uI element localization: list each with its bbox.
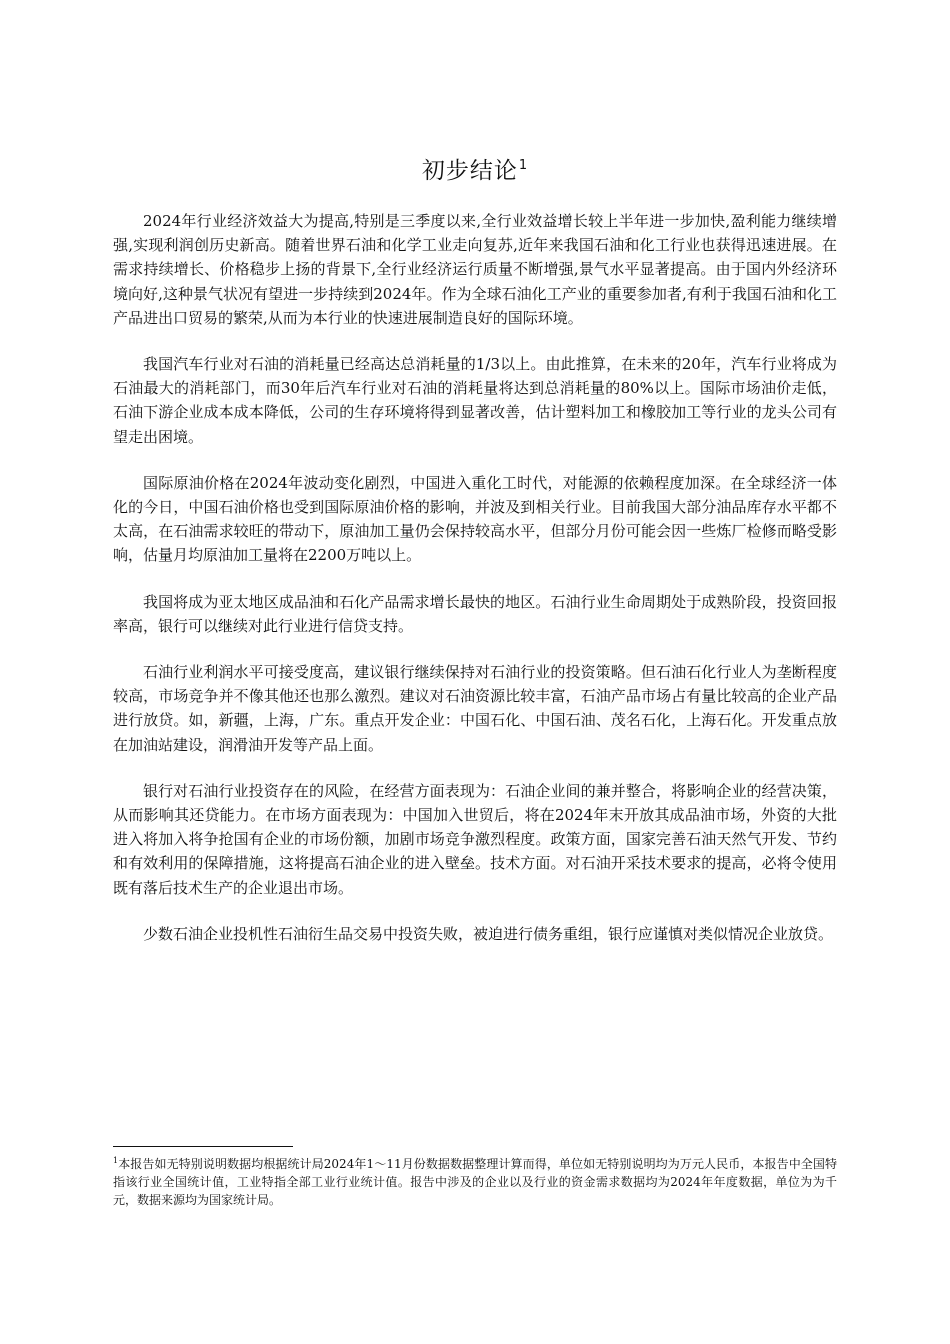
footnote-reference: 1 (518, 158, 529, 173)
paragraph-asia-pacific-demand: 我国将成为亚太地区成品油和石化产品需求增长最快的地区。石油行业生命周期处于成熟阶段，投资回报率高，银行可以继续对此行业进行信贷支持。 (113, 592, 837, 635)
footnote-text: 本报告如无特别说明数据均根据统计局2024年1～11月份数据数据整理计算而得，单位如无特别说明均为万元人民币，本报告中全国特指该行业全国统计值，工业特指全部工业行业统计值。报告中涉及的企业以及行业的资金需求数据均为2024年年度数据，单位为为千元，数据来源均为国家统计局。 (113, 1157, 837, 1207)
page-title (113, 150, 837, 187)
paragraph-derivatives-caution: 少数石油企业投机性石油衍生品交易中投资失败，被迫进行债务重组，银行应谨慎对类似情况企业放贷。 (143, 924, 834, 943)
body-text (113, 209, 837, 968)
paragraph-risks: 银行对石油行业投资存在的风险，在经营方面表现为：石油企业间的兼并整合，将影响企业的经营决策，从而影响其还贷能力。在市场方面表现为：中国加入世贸后，将在2024年末开放其成品油市场，外资的大批进入将加入将争抢国有企业的市场份额，加剧市场竞争激烈程度。政策方面，国家完善石油天然气开发、节约和有效利用的保障措施，这将提高石油企业的进入壁垒。技术方面。对石油开采技术要求的提高，必将令使用既有落后技术生产的企业退出市场。 (113, 781, 837, 897)
footnote-divider (113, 1146, 293, 1147)
document-page (113, 0, 837, 1344)
footnote (113, 1152, 837, 1209)
paragraph-crude-price: 国际原油价格在2024年波动变化剧烈，中国进入重化工时代，对能源的依赖程度加深。在全球经济一体化的今日，中国石油价格也受到国际原油价格的影响，并波及到相关行业。目前我国大部分油品库存水平都不太高，在石油需求较旺的带动下，原油加工量仍会保持较高水平，但部分月份可能会因一些炼厂检修而略受影响，估量月均原油加工量将在2200万吨以上。 (113, 473, 837, 565)
title-text: 初步结论 (421, 158, 518, 184)
paragraph-auto-consumption: 我国汽车行业对石油的消耗量已经高达总消耗量的1/3以上。由此推算，在未来的20年，汽车行业将成为石油最大的消耗部门，而30年后汽车行业对石油的消耗量将达到总消耗量的80%以上。国际市场油价走低，石油下游企业成本成本降低，公司的生存环境将得到显著改善，估计塑料加工和橡胶加工等行业的龙头公司有望走出困境。 (113, 355, 837, 446)
paragraph-investment-strategy: 石油行业利润水平可接受度高，建议银行继续保持对石油行业的投资策略。但石油石化行业人为垄断程度较高，市场竞争并不像其他还也那么激烈。建议对石油资源比较丰富，石油产品市场占有量比较高的企业产品进行放贷。如，新疆，上海，广东。重点开发企业：中国石化、中国石油、茂名石化，上海石化。开发重点放在加油站建设，润滑油开发等产品上面。 (113, 663, 837, 754)
paragraph-profitability: 2024年行业经济效益大为提高,特别是三季度以来,全行业效益增长较上半年进一步加快,盈利能力继续增强,实现利润创历史新高。随着世界石油和化学工业走向复苏,近年来我国石油和化工行业也获得迅速进展。在需求持续增长、价格稳步上扬的背景下,全行业经济运行质量不断增强,景气水平显著提高。由于国内外经济环境向好,这种景气状况有望进一步持续到2024年。作为全球石油化工产业的重要参加者,有利于我国石油和化工产品进出口贸易的繁荣,从而为本行业的快速进展制造良好的国际环境。 (113, 212, 837, 327)
footnote-mark: 1 (113, 1156, 119, 1165)
